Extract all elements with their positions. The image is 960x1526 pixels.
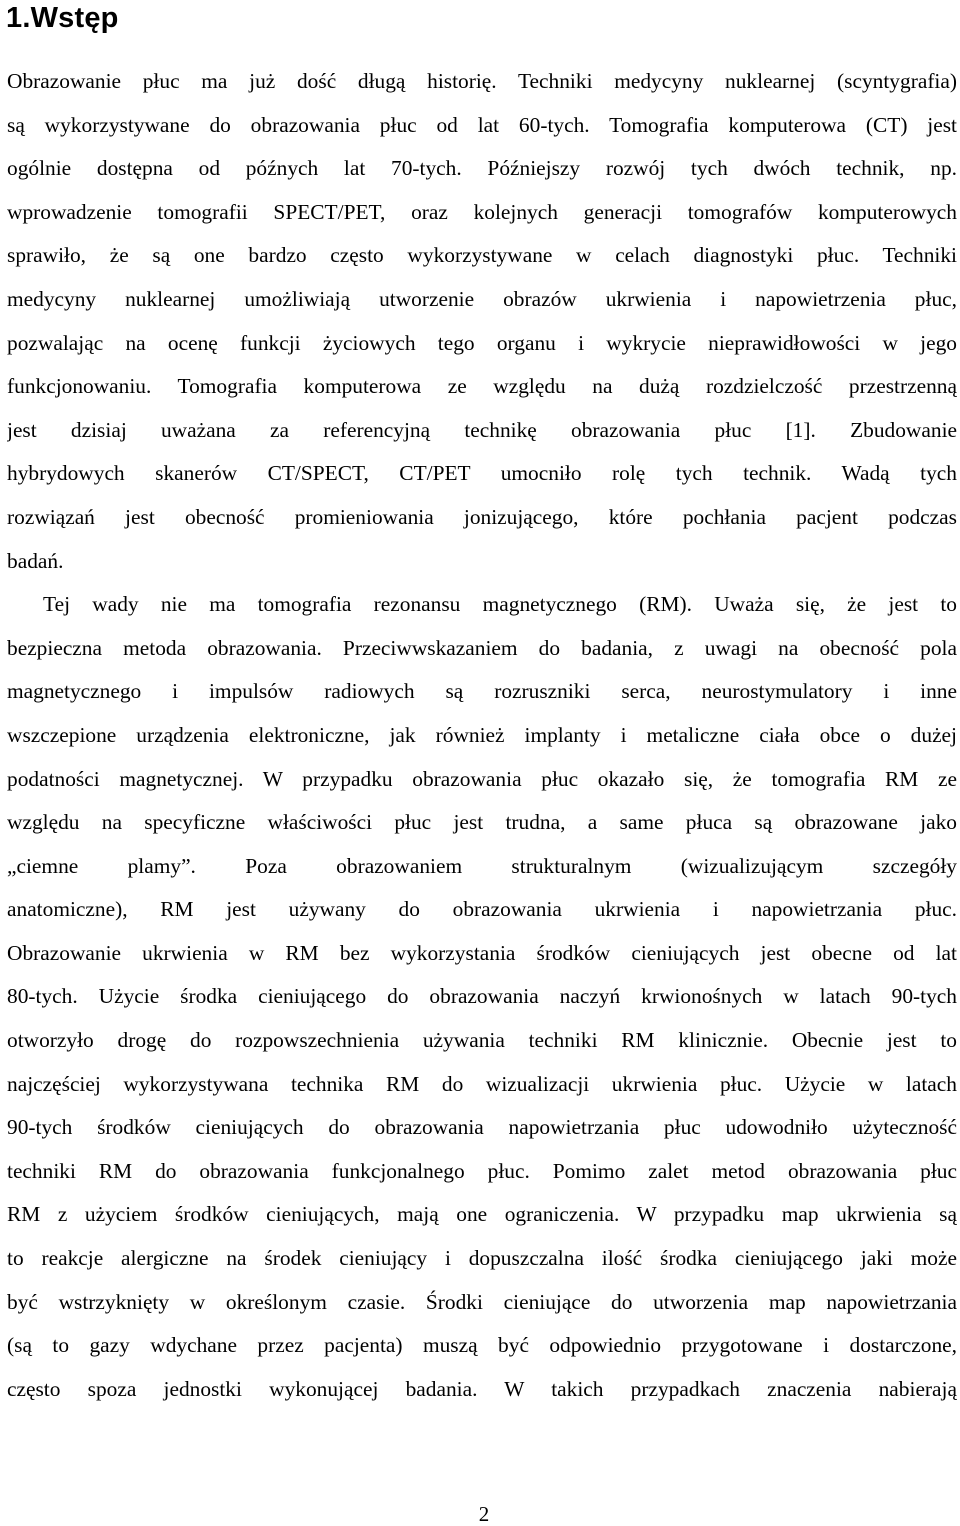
text-line: wszczepione urządzenia elektroniczne, jak również implanty i metaliczne ciała obce o dużej — [7, 722, 957, 747]
text-line: otworzyło drogę do rozpowszechnienia używania techniki RM klinicznie. Obecnie jest to — [7, 1028, 957, 1053]
text-line: Obrazowanie ukrwienia w RM bez wykorzystania środków cieniujących jest obecne od lat — [7, 940, 957, 965]
text-line: Tej wady nie ma tomografia rezonansu magnetycznego (RM). Uważa się, że jest to — [43, 592, 957, 617]
page-number: 2 — [478, 1502, 490, 1526]
text-line: jest dzisiaj uważana za referencyjną technikę obrazowania płuc [1]. Zbudowanie — [7, 417, 957, 442]
text-line: 90-tych środków cieniujących do obrazowania napowietrzania płuc udowodniło użyteczność — [7, 1115, 957, 1140]
text-line: podatności magnetycznej. W przypadku obrazowania płuc okazało się, że tomografia RM ze — [7, 766, 957, 791]
text-line: magnetycznego i impulsów radiowych są rozruszniki serca, neurostymulatory i inne — [7, 679, 957, 704]
text-line: najczęściej wykorzystywana technika RM do wizualizacji ukrwienia płuc. Użycie w latach — [7, 1071, 957, 1096]
text-line: „ciemne plamy”. Poza obrazowaniem strukturalnym (wizualizującym szczegóły — [7, 853, 957, 878]
text-line: 80-tych. Użycie środka cieniującego do obrazowania naczyń krwionośnych w latach 90-tych — [7, 984, 957, 1009]
section-heading: 1.Wstęp — [6, 2, 119, 34]
text-line: techniki RM do obrazowania funkcjonalnego płuc. Pomimo zalet metod obrazowania płuc — [7, 1158, 957, 1183]
text-line: funkcjonowaniu. Tomografia komputerowa ze względu na dużą rozdzielczość przestrzenną — [7, 374, 957, 399]
text-line: RM z użyciem środków cieniujących, mają one ograniczenia. W przypadku map ukrwienia są — [7, 1202, 957, 1227]
text-line: być wstrzyknięty w określonym czasie. Środki cieniujące do utworzenia map napowietrzania — [7, 1289, 957, 1314]
text-line: hybrydowych skanerów CT/SPECT, CT/PET umocniło rolę tych technik. Wadą tych — [7, 461, 957, 486]
text-line: wprowadzenie tomografii SPECT/PET, oraz kolejnych generacji tomografów komputerowych — [7, 199, 957, 224]
text-line: często spoza jednostki wykonującej badania. W takich przypadkach znaczenia nabierają — [7, 1376, 957, 1401]
text-line: rozwiązań jest obecność promieniowania jonizującego, które pochłania pacjent podczas — [7, 504, 957, 529]
text-line: bezpieczna metoda obrazowania. Przeciwwskazaniem do badania, z uwagi na obecność pola — [7, 635, 957, 660]
body-text — [7, 60, 957, 1411]
text-line: sprawiło, że są one bardzo często wykorzystywane w celach diagnostyki płuc. Techniki — [7, 243, 957, 268]
text-line: medycyny nuklearnej umożliwiają utworzenie obrazów ukrwienia i napowietrzenia płuc, — [7, 286, 957, 311]
text-line: są wykorzystywane do obrazowania płuc od lat 60-tych. Tomografia komputerowa (CT) jest — [7, 112, 957, 137]
text-line: Obrazowanie płuc ma już dość długą historię. Techniki medycyny nuklearnej (scyntygrafia) — [7, 69, 957, 93]
text-line: (są to gazy wdychane przez pacjenta) muszą być odpowiednio przygotowane i dostarczone, — [7, 1333, 957, 1358]
text-line: względu na specyficzne właściwości płuc jest trudna, a same płuca są obrazowane jako — [7, 810, 957, 835]
text-line: anatomiczne), RM jest używany do obrazowania ukrwienia i napowietrzania płuc. — [7, 897, 957, 922]
text-line: to reakcje alergiczne na środek cieniujący i dopuszczalna ilość środka cieniującego jaki może — [7, 1246, 957, 1271]
text-line: badań. — [7, 548, 64, 573]
text-line: ogólnie dostępna od późnych lat 70-tych. Późniejszy rozwój tych dwóch technik, np. — [7, 156, 957, 181]
text-line: pozwalając na ocenę funkcji życiowych tego organu i wykrycie nieprawidłowości w jego — [7, 330, 957, 355]
